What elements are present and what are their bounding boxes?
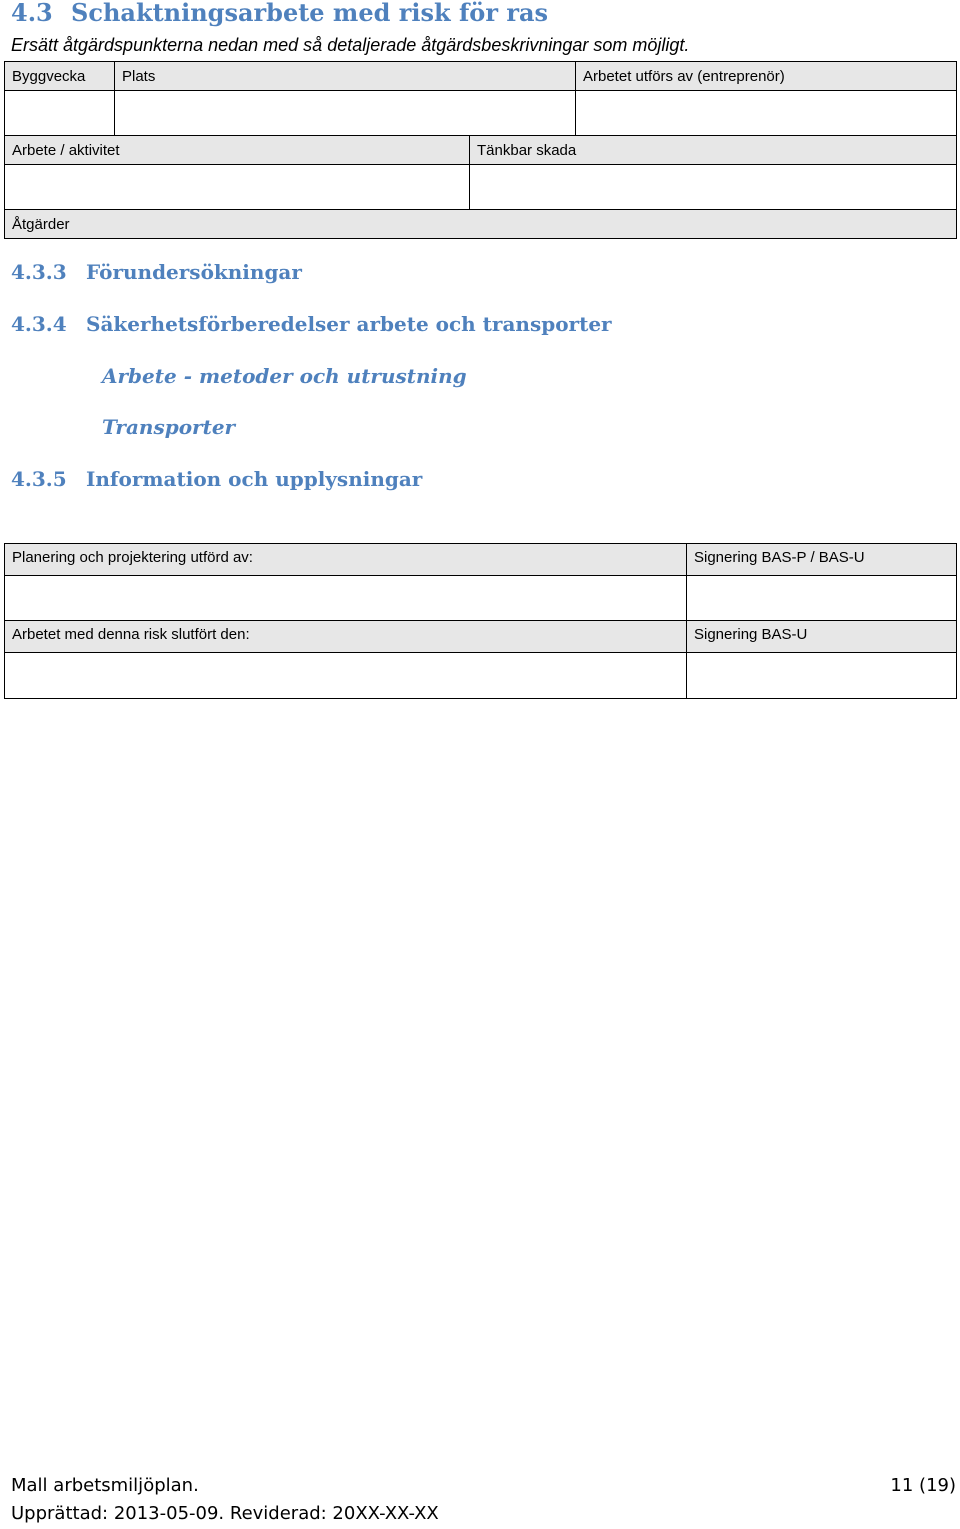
sign-bas-u-field[interactable] xyxy=(686,652,957,699)
completed-field[interactable] xyxy=(4,652,688,699)
section-number: 4.3.3 xyxy=(11,260,67,284)
completed-header: Arbetet med denna risk slutfört den: xyxy=(4,620,688,653)
contractor-field[interactable] xyxy=(575,90,957,136)
measures-header: Åtgärder xyxy=(4,209,957,239)
heading-title: Schaktningsarbete med risk för ras xyxy=(71,0,549,27)
plats-field[interactable] xyxy=(114,90,576,136)
sign-bas-u-header: Signering BAS-U xyxy=(686,620,957,653)
planning-field[interactable] xyxy=(4,575,688,621)
subsection-heading: Transporter xyxy=(102,415,236,439)
activity-header: Arbete / aktivitet xyxy=(4,135,470,165)
sign-bas-p-u-field[interactable] xyxy=(686,575,957,621)
byggvecka-header: Byggvecka xyxy=(4,61,115,91)
section-heading xyxy=(11,312,612,336)
section-heading xyxy=(11,260,302,284)
footer-template: Mall arbetsmiljöplan. xyxy=(11,1475,199,1496)
page-number: 11 (19) xyxy=(890,1475,956,1496)
section-title: Förundersökningar xyxy=(86,260,302,284)
section-title: Information och upplysningar xyxy=(86,467,423,491)
section-heading xyxy=(11,467,422,491)
damage-header: Tänkbar skada xyxy=(469,135,957,165)
contractor-header: Arbetet utförs av (entreprenör) xyxy=(575,61,957,91)
section-number: 4.3.5 xyxy=(11,467,67,491)
heading-number: 4.3 xyxy=(11,0,53,27)
subsection-heading: Arbete - metoder och utrustning xyxy=(102,364,467,388)
section-number: 4.3.4 xyxy=(11,312,67,336)
section-title: Säkerhetsförberedelser arbete och transporter xyxy=(86,312,612,336)
activity-field[interactable] xyxy=(4,164,470,210)
footer-dates: Upprättad: 2013-05-09. Reviderad: 20XX-XX-XX xyxy=(11,1503,439,1524)
intro-text: Ersätt åtgärdspunkterna nedan med så detaljerade åtgärdsbeskrivningar som möjligt. xyxy=(11,35,690,55)
damage-field[interactable] xyxy=(469,164,957,210)
plats-header: Plats xyxy=(114,61,576,91)
page-heading xyxy=(11,0,548,27)
byggvecka-field[interactable] xyxy=(4,90,115,136)
sign-bas-p-u-header: Signering BAS-P / BAS-U xyxy=(686,543,957,576)
planning-header: Planering och projektering utförd av: xyxy=(4,543,688,576)
